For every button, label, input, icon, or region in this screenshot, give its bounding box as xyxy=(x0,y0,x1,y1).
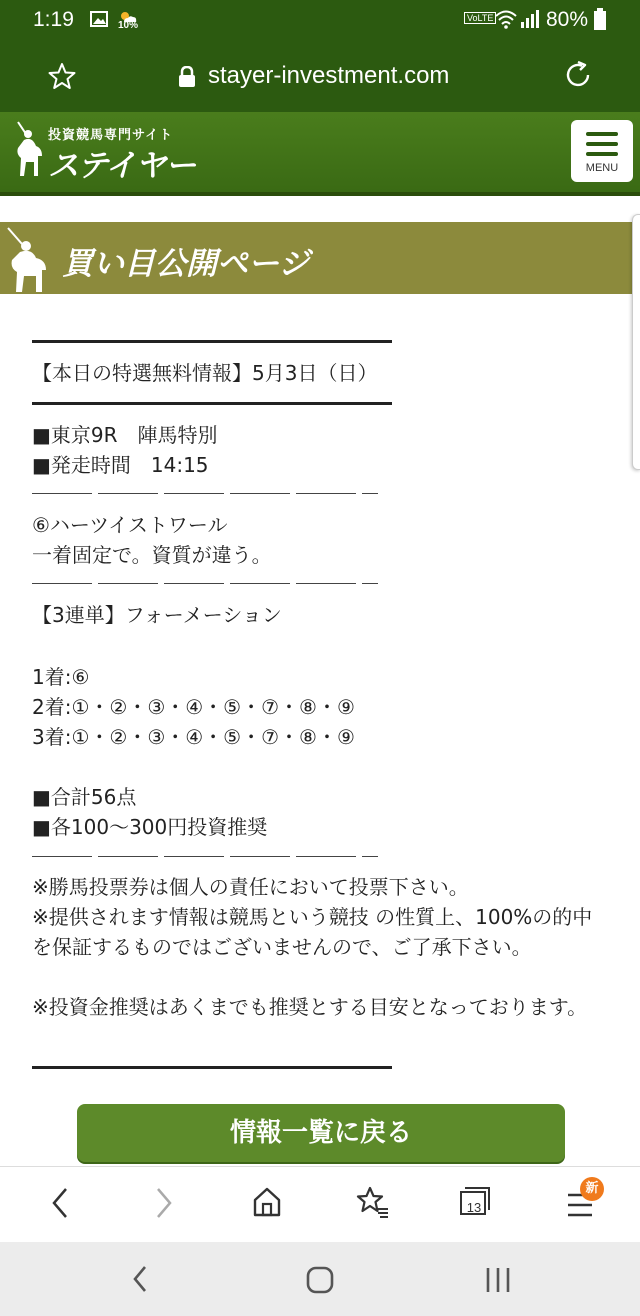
divider-solid xyxy=(32,402,392,405)
pick-comment: 一着固定で。資質が違う。 xyxy=(32,543,272,567)
jockey-silhouette-icon xyxy=(4,224,54,298)
menu-button[interactable] xyxy=(571,120,633,182)
bookmark-star-icon[interactable] xyxy=(48,62,76,94)
battery-icon xyxy=(594,8,606,36)
note-investment: ※投資金推奨はあくまでも推奨とする目安となっております。 xyxy=(32,995,588,1019)
reload-icon[interactable] xyxy=(563,60,593,94)
note-disclaimer: ※提供されます情報は競馬という競技 の性質上、100%の的中を保証するものではございませんので、ご了承下さい。 xyxy=(32,905,593,959)
page-title: 買い目公開ページ xyxy=(62,246,310,282)
android-navigation-bar xyxy=(0,1242,640,1316)
home-icon[interactable] xyxy=(252,1185,282,1223)
browser-url-bar xyxy=(0,40,640,112)
note-responsibility: ※勝馬投票券は個人の責任において投票下さい。 xyxy=(32,875,469,899)
battery-percent: 80% xyxy=(546,8,589,31)
divider-dashed xyxy=(32,583,378,584)
back-arrow-icon[interactable] xyxy=(48,1185,72,1225)
divider-solid xyxy=(32,1066,392,1069)
site-logo[interactable]: ステイヤー xyxy=(48,148,196,184)
divider-dashed xyxy=(32,493,378,494)
total-points: ■合計56点 xyxy=(32,785,137,809)
status-bar xyxy=(0,0,640,40)
info-heading: 【本日の特選無料情報】5月3日（日） xyxy=(32,361,378,385)
second-place: 2着:①・②・③・④・⑤・⑦・⑧・⑨ xyxy=(32,695,355,719)
site-header xyxy=(0,112,640,196)
page-title-banner xyxy=(0,222,640,294)
lock-icon xyxy=(177,66,197,92)
bet-type: 【3連単】フォーメーション xyxy=(32,603,282,627)
forward-arrow-icon[interactable] xyxy=(152,1185,176,1225)
post-time: ■発走時間 14:15 xyxy=(32,453,209,477)
browser-toolbar xyxy=(0,1166,640,1243)
signal-icon xyxy=(520,9,540,35)
divider-dashed xyxy=(32,856,378,857)
back-to-list-button[interactable]: 情報一覧に戻る xyxy=(77,1104,565,1162)
pick-horse: ⑥ハーツイストワール xyxy=(32,513,228,537)
clock: 1:19 xyxy=(33,8,74,31)
scrollbar-handle[interactable] xyxy=(632,214,640,470)
jockey-logo-icon xyxy=(12,118,48,184)
third-place: 3着:①・②・③・④・⑤・⑦・⑧・⑨ xyxy=(32,725,355,749)
url-text[interactable]: stayer-investment.com xyxy=(208,62,450,89)
nav-home-icon[interactable] xyxy=(306,1266,334,1298)
nav-recents-icon[interactable] xyxy=(484,1266,512,1298)
gallery-icon xyxy=(90,9,108,33)
race-name: ■東京9R 陣馬特別 xyxy=(32,423,218,447)
weather-percent: 10% xyxy=(118,20,139,31)
tab-count: 13 xyxy=(466,1200,482,1215)
stake-recommendation: ■各100〜300円投資推奨 xyxy=(32,815,268,839)
divider-solid xyxy=(32,340,392,343)
site-tagline: 投資競馬専門サイト xyxy=(48,128,174,143)
menu-label: MENU xyxy=(585,162,619,174)
new-badge: 新 xyxy=(580,1177,604,1201)
wifi-icon xyxy=(494,9,518,35)
first-place: 1着:⑥ xyxy=(32,665,90,689)
hamburger-icon xyxy=(586,132,618,136)
volte-icon: VoLTE xyxy=(464,12,496,24)
bookmarks-icon[interactable] xyxy=(356,1185,390,1223)
nav-back-icon[interactable] xyxy=(130,1264,150,1298)
